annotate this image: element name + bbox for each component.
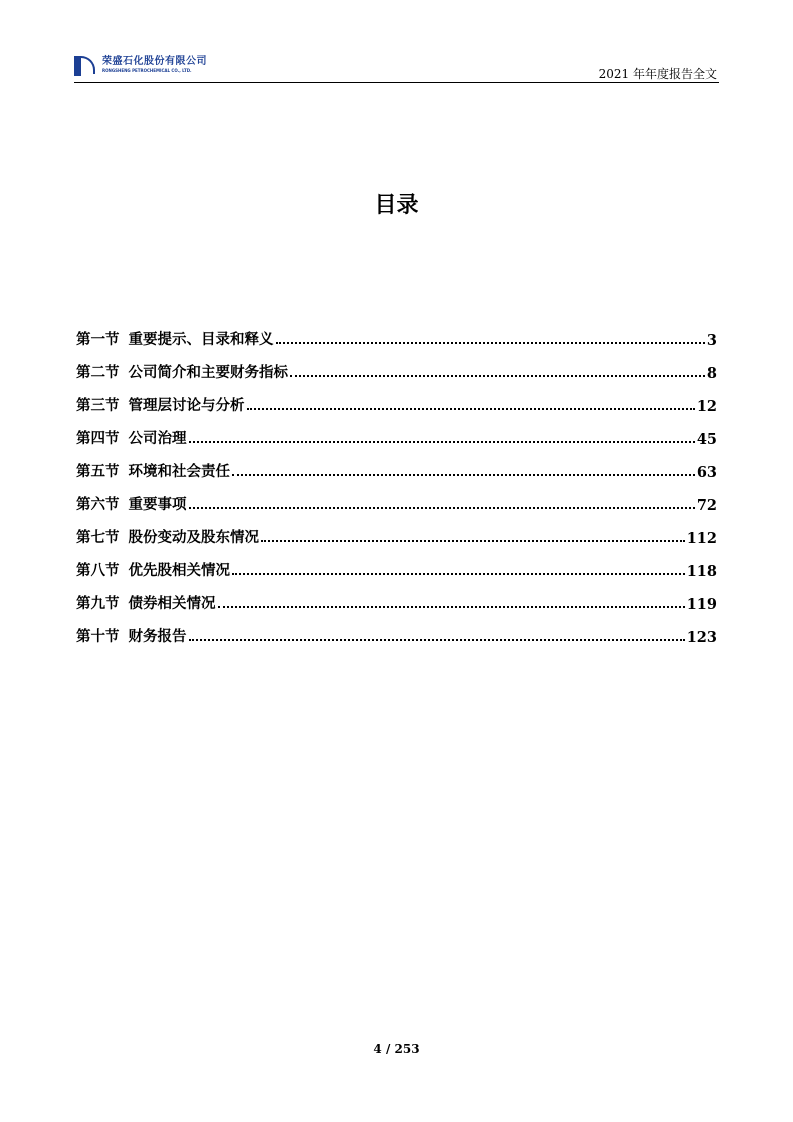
- toc-section-number: 第一节: [76, 332, 120, 348]
- toc-entry[interactable]: [76, 415, 717, 448]
- toc-section-number: 第九节: [76, 596, 120, 612]
- toc-section-number: 第五节: [76, 464, 120, 480]
- toc-section-title: 管理层讨论与分析: [128, 398, 245, 414]
- table-of-contents: [76, 316, 717, 646]
- toc-dot-leader: [261, 540, 685, 542]
- toc-section-number: 第八节: [76, 563, 120, 579]
- toc-dot-leader: [276, 342, 705, 344]
- toc-page-number: 3: [706, 332, 717, 349]
- toc-entry[interactable]: [76, 382, 717, 415]
- toc-section-number: 第七节: [76, 530, 120, 546]
- company-name-en: RONGSHENG PETROCHEMICAL CO., LTD.: [102, 68, 192, 73]
- toc-section-number: 第二节: [76, 365, 120, 381]
- toc-section-number: 第六节: [76, 497, 120, 513]
- document-title: 2021 年年度报告全文: [598, 67, 717, 81]
- company-logo: [74, 56, 207, 78]
- toc-dot-leader: [247, 408, 695, 410]
- toc-page-number: 63: [696, 464, 717, 481]
- toc-section-title: 财务报告: [128, 629, 187, 645]
- toc-section-number: 第三节: [76, 398, 120, 414]
- toc-section-title: 环境和社会责任: [128, 464, 230, 480]
- toc-dot-leader: [290, 375, 705, 377]
- toc-page-number: 45: [696, 431, 717, 448]
- toc-entry[interactable]: [76, 481, 717, 514]
- toc-section-title: 优先股相关情况: [128, 563, 230, 579]
- toc-dot-leader: [189, 441, 695, 443]
- toc-dot-leader: [218, 606, 685, 608]
- toc-dot-leader: [189, 639, 685, 641]
- toc-section-title: 股份变动及股东情况: [128, 530, 259, 546]
- page-header: [74, 56, 719, 83]
- toc-page-number: 12: [696, 398, 717, 415]
- toc-entry[interactable]: [76, 349, 717, 382]
- toc-dot-leader: [232, 474, 695, 476]
- toc-entry[interactable]: [76, 547, 717, 580]
- toc-entry[interactable]: [76, 580, 717, 613]
- toc-entry[interactable]: [76, 613, 717, 646]
- toc-page-number: 72: [696, 497, 717, 514]
- toc-section-title: 重要提示、目录和释义: [128, 332, 274, 348]
- toc-entry[interactable]: [76, 448, 717, 481]
- toc-page-number: 8: [706, 365, 717, 382]
- company-name-cn: 荣盛石化股份有限公司: [102, 56, 207, 67]
- toc-section-number: 第十节: [76, 629, 120, 645]
- page-number: 4 / 253: [373, 1042, 420, 1056]
- toc-page-number: 123: [686, 629, 717, 646]
- toc-dot-leader: [232, 573, 685, 575]
- toc-section-number: 第四节: [76, 431, 120, 447]
- toc-section-title: 债券相关情况: [128, 596, 216, 612]
- toc-entry[interactable]: [76, 514, 717, 547]
- toc-section-title: 重要事项: [128, 497, 187, 513]
- toc-entry[interactable]: [76, 316, 717, 349]
- logo-icon: [74, 56, 96, 78]
- toc-page-number: 119: [686, 596, 717, 613]
- toc-section-title: 公司治理: [128, 431, 187, 447]
- toc-dot-leader: [189, 507, 695, 509]
- toc-page-number: 112: [686, 530, 717, 547]
- page-title: 目录: [374, 193, 419, 218]
- toc-section-title: 公司简介和主要财务指标: [128, 365, 288, 381]
- toc-page-number: 118: [686, 563, 717, 580]
